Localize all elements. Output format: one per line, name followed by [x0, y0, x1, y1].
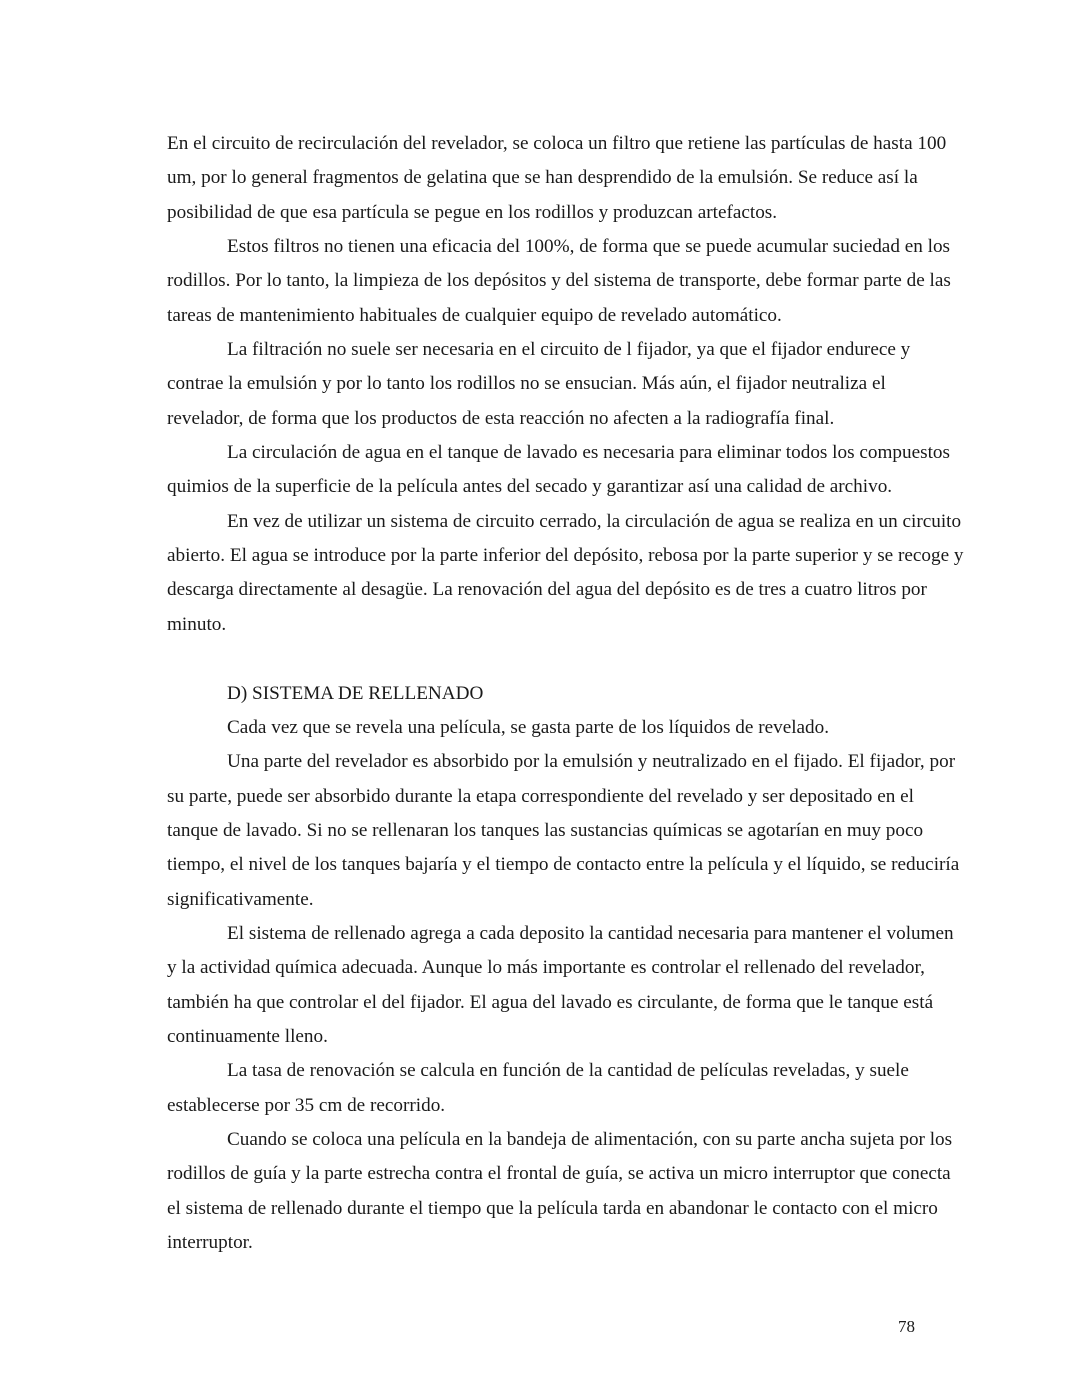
paragraph: En el circuito de recirculación del revelador, se coloca un filtro que retiene las partículas de hasta 100 um, por lo general fragmentos de gelatina que se han desprendido de la emulsión. Se reduce así la posibilidad de que esa partícula se pegue en los rodillos y produzcan artefactos. [167, 133, 947, 223]
paragraph: Cuando se coloca una película en la bandeja de alimentación, con su parte ancha sujeta por los rodillos de guía y la parte estrecha contra el frontal de guía, se activa un micro interruptor que conecta el sistema de rellenado durante el tiempo que la película tarda en abandonar le contacto con el micro interruptor. [167, 1128, 953, 1253]
paragraph: Cada vez que se revela una película, se gasta parte de los líquidos de revelado. [227, 716, 830, 738]
paragraph: El sistema de rellenado agrega a cada deposito la cantidad necesaria para mantener el volumen y la actividad química adecuada. Aunque lo más importante es controlar el rellenado del revelador, también ha que controlar el del fijador. El agua del lavado es circulante, de forma que le tanque está continuamente lleno. [167, 922, 954, 1047]
paragraph: La tasa de renovación se calcula en función de la cantidad de películas reveladas, y suele establecerse por 35 cm de recorrido. [167, 1060, 909, 1116]
paragraph: En vez de utilizar un sistema de circuito cerrado, la circulación de agua se realiza en un circuito abierto. El agua se introduce por la parte inferior del depósito, rebosa por la parte superior y se recoge y descarga directamente al desagüe. La renovación del agua del depósito es de tres a cuatro litros por minuto. [167, 510, 964, 635]
page-number: 78 [898, 1317, 915, 1336]
document-body [167, 127, 967, 1260]
paragraph: La circulación de agua en el tanque de lavado es necesaria para eliminar todos los compuestos quimios de la superficie de la película antes del secado y garantizar así una calidad de archivo. [167, 442, 950, 498]
section-heading: D) SISTEMA DE RELLENADO [227, 682, 484, 704]
paragraph: La filtración no suele ser necesaria en el circuito de l fijador, ya que el fijador endurece y contrae la emulsión y por lo tanto los rodillos no se ensucian. Más aún, el fijador neutraliza el revelador, de forma que los productos de esta reacción no afecten a la radiografía final. [167, 339, 911, 429]
paragraph: Una parte del revelador es absorbido por la emulsión y neutralizado en el fijado. El fijador, por su parte, puede ser absorbido durante la etapa correspondiente del revelado y ser depositado en el tanque de lavado. Si no se rellenaran los tanques las sustancias químicas se agotarían en muy poco tiempo, el nivel de los tanques bajaría y el tiempo de contacto entre la película y el líquido, se reduciría significativamente. [167, 751, 960, 910]
paragraph: Estos filtros no tienen una eficacia del 100%, de forma que se puede acumular suciedad en los rodillos. Por lo tanto, la limpieza de los depósitos y del sistema de transporte, debe formar parte de las tareas de mantenimiento habituales de cualquier equipo de revelado automático. [167, 236, 951, 326]
blank-line [167, 642, 967, 676]
